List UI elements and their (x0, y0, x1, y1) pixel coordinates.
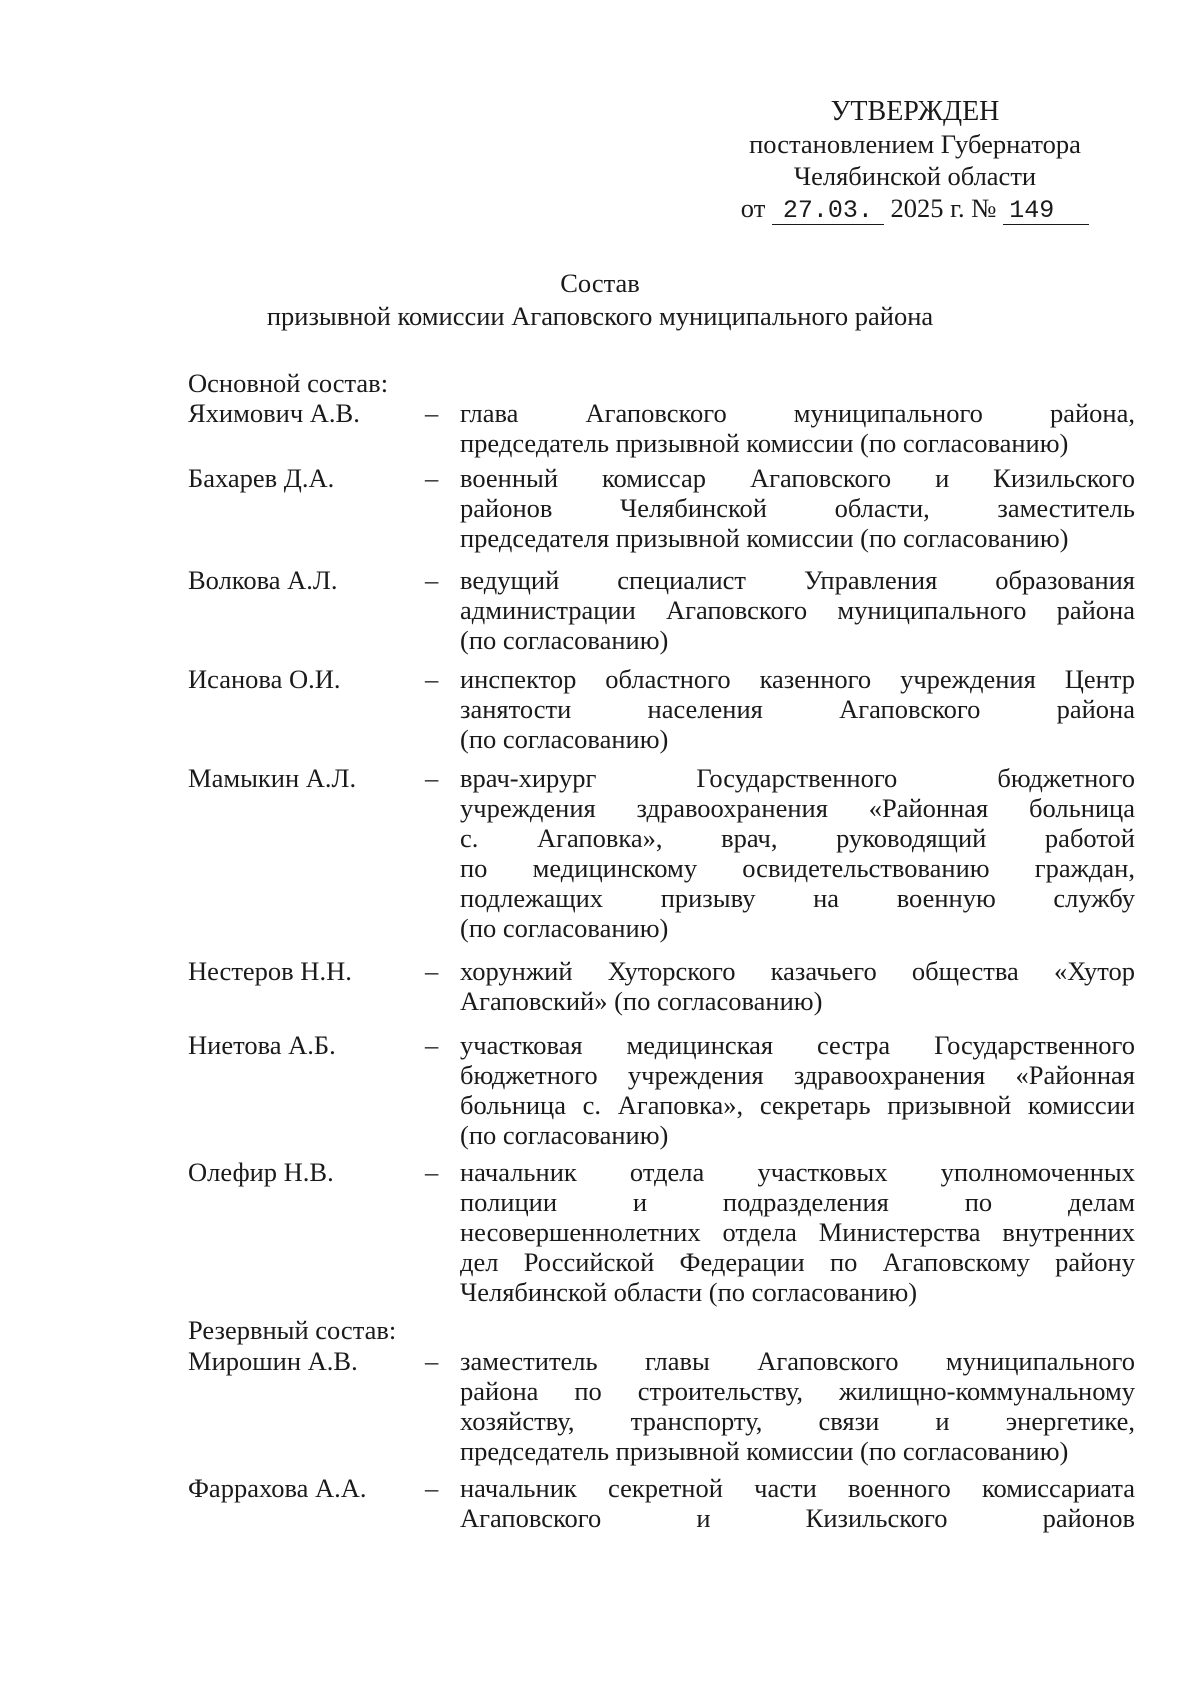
description-line: хорунжий Хуторского казачьего общества «Хутор (460, 956, 1135, 986)
description-line: ведущий специалист Управления образования (460, 565, 1135, 595)
description-line: (по согласованию) (460, 913, 669, 943)
member-description (460, 1346, 1135, 1466)
description-line: (по согласованию) (460, 625, 669, 655)
description-line: больница с. Агаповка», секретарь призывной комиссии (460, 1090, 1135, 1120)
description-line: заместитель главы Агаповского муниципального (460, 1346, 1135, 1376)
approval-date: 27.03. (772, 198, 884, 225)
document-subtitle: призывной комиссии Агаповского муниципального района (266, 301, 934, 331)
member-dash: – (425, 1346, 439, 1376)
description-word: Агаповского (460, 1503, 602, 1533)
approval-number: 149 (1003, 198, 1089, 225)
member-dash: – (425, 565, 439, 595)
description-line (460, 1503, 1135, 1533)
date-prefix: от (740, 193, 766, 223)
description-line: дел Российской Федерации по Агаповскому району (460, 1247, 1135, 1277)
member-name: Ниетова А.Б. (188, 1030, 336, 1060)
member-name: Бахарев Д.А. (188, 463, 335, 493)
description-word: и (696, 1503, 711, 1533)
approval-heading: УТВЕРЖДЕН (830, 96, 1000, 127)
description-line: района по строительству, жилищно-коммунальному (460, 1376, 1135, 1406)
member-dash: – (425, 1030, 439, 1060)
member-name: Нестеров Н.Н. (188, 956, 352, 986)
description-word: районов (1042, 1503, 1135, 1533)
description-line: по медицинскому освидетельствованию граждан, (460, 853, 1135, 883)
description-line: подлежащих призыву на военную службу (460, 883, 1135, 913)
member-dash: – (425, 463, 439, 493)
description-line: бюджетного учреждения здравоохранения «Районная (460, 1060, 1135, 1090)
description-line: занятости населения Агаповского района (460, 694, 1135, 724)
member-name: Фаррахова А.А. (188, 1473, 367, 1503)
description-line: глава Агаповского муниципального района, (460, 398, 1135, 428)
member-dash: – (425, 664, 439, 694)
description-line: (по согласованию) (460, 1120, 669, 1150)
member-name: Олефир Н.В. (188, 1157, 334, 1187)
description-line: инспектор областного казенного учреждения Центр (460, 664, 1135, 694)
description-line: начальник секретной части военного комиссариата (460, 1473, 1135, 1503)
member-description (460, 398, 1135, 458)
description-line: председатель призывной комиссии (по согласованию) (460, 428, 1069, 458)
approval-line-1: постановлением Губернатора (749, 129, 1081, 159)
description-line: председатель призывной комиссии (по согласованию) (460, 1436, 1069, 1466)
description-line: районов Челябинской области, заместитель (460, 493, 1135, 523)
description-line: председателя призывной комиссии (по согласованию) (460, 523, 1069, 553)
description-line: несовершеннолетних отдела Министерства внутренних (460, 1217, 1135, 1247)
member-name: Яхимович А.В. (188, 398, 360, 428)
member-name: Мирошин А.В. (188, 1346, 358, 1376)
description-line: начальник отдела участковых уполномоченных (460, 1157, 1135, 1187)
member-name: Исанова О.И. (188, 664, 341, 694)
document-title: Состав (560, 268, 640, 298)
member-dash: – (425, 956, 439, 986)
member-dash: – (425, 1157, 439, 1187)
description-line: учреждения здравоохранения «Районная больница (460, 793, 1135, 823)
main-section-label: Основной состав: (188, 368, 389, 398)
description-line: военный комиссар Агаповского и Кизильского (460, 463, 1135, 493)
member-description (460, 664, 1135, 754)
description-line: хозяйству, транспорту, связи и энергетике, (460, 1406, 1135, 1436)
description-line: (по согласованию) (460, 724, 669, 754)
member-description (460, 956, 1135, 1016)
member-dash: – (425, 763, 439, 793)
member-description (460, 1473, 1135, 1533)
approval-line-2: Челябинской области (793, 161, 1037, 191)
description-word: Кизильского (805, 1503, 948, 1533)
description-line: Челябинской области (по согласованию) (460, 1277, 918, 1307)
approval-block (700, 96, 1130, 224)
description-line: Агаповский» (по согласованию) (460, 986, 823, 1016)
description-line: участковая медицинская сестра Государственного (460, 1030, 1135, 1060)
member-description (460, 763, 1135, 943)
description-line: с. Агаповка», врач, руководящий работой (460, 823, 1135, 853)
member-name: Волкова А.Л. (188, 565, 338, 595)
description-line: полиции и подразделения по делам (460, 1187, 1135, 1217)
description-line: врач-хирург Государственного бюджетного (460, 763, 1135, 793)
member-name: Мамыкин А.Л. (188, 763, 357, 793)
year-suffix: 2025 г. № (890, 193, 997, 223)
member-description (460, 1030, 1135, 1150)
approval-date-line (700, 192, 1130, 224)
member-description (460, 565, 1135, 655)
member-description (460, 1157, 1135, 1307)
member-dash: – (425, 398, 439, 428)
description-line: администрации Агаповского муниципального района (460, 595, 1135, 625)
reserve-section-label: Резервный состав: (188, 1315, 397, 1345)
member-description (460, 463, 1135, 553)
member-dash: – (425, 1473, 439, 1503)
